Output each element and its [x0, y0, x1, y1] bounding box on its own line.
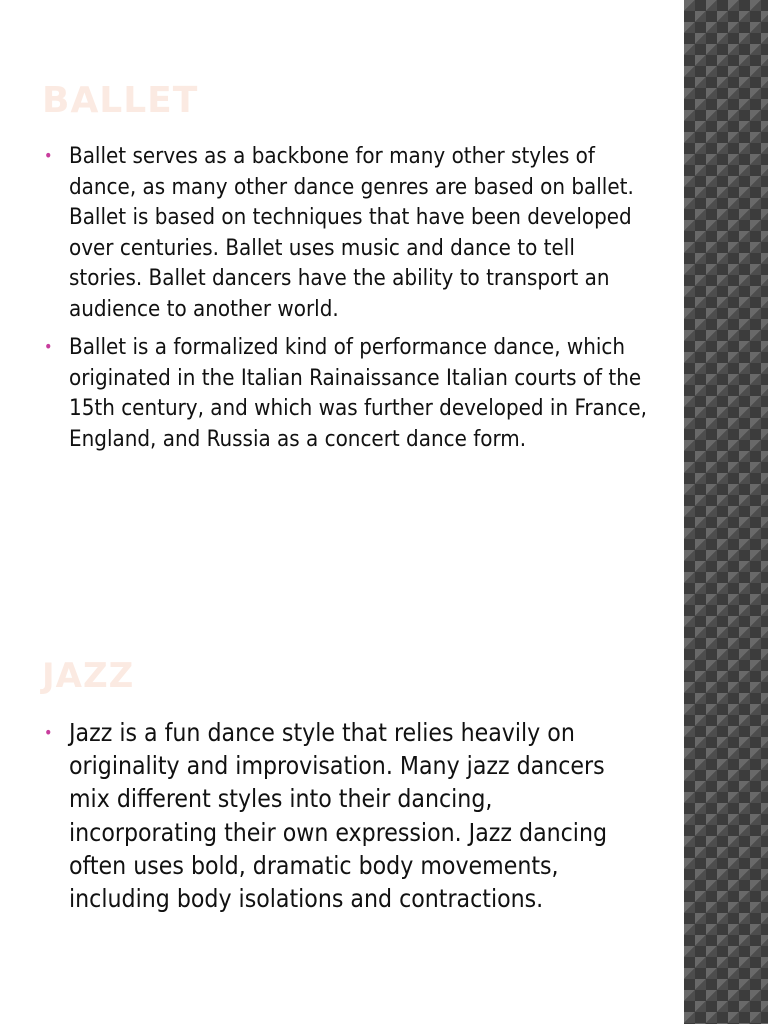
- ballet-bullet-item: [42, 332, 654, 454]
- jazz-bullet-text: Jazz is a fun dance style that relies heavily on originality and improvisation. Many jazz dancers mix different styles into their dancing, incorporating their own expression. Jazz dancing often uses bold, dramatic body movements, including body isolations and contractions.: [69, 718, 608, 914]
- ballet-bullet-list: [42, 141, 654, 454]
- jazz-slide: [0, 576, 684, 1024]
- jazz-slide-title: JAZZ: [42, 656, 135, 696]
- jazz-bullet-item: [42, 716, 632, 915]
- ballet-bullet-text: Ballet is a formalized kind of performance dance, which originated in the Italian Rainaissance Italian courts of the 15th century, and which was further developed in France, England, and Russia as a concert dance form.: [69, 334, 648, 452]
- jazz-bullet-list: [42, 716, 632, 915]
- ballet-bullet-item: [42, 141, 654, 324]
- bullet-marker-icon: •: [44, 723, 53, 742]
- bullet-marker-icon: •: [44, 337, 53, 356]
- ballet-slide-title: BALLET: [42, 80, 199, 121]
- ballet-bullet-text: Ballet serves as a backbone for many other styles of dance, as many other dance genres are based on ballet. Ballet is based on techniques that have been developed over centuries. Ballet uses music and dance to tell stories. Ballet dancers have the ability to transport an audience to another world.: [69, 143, 634, 322]
- decorative-side-band: [684, 0, 768, 1024]
- bullet-marker-icon: •: [44, 146, 53, 165]
